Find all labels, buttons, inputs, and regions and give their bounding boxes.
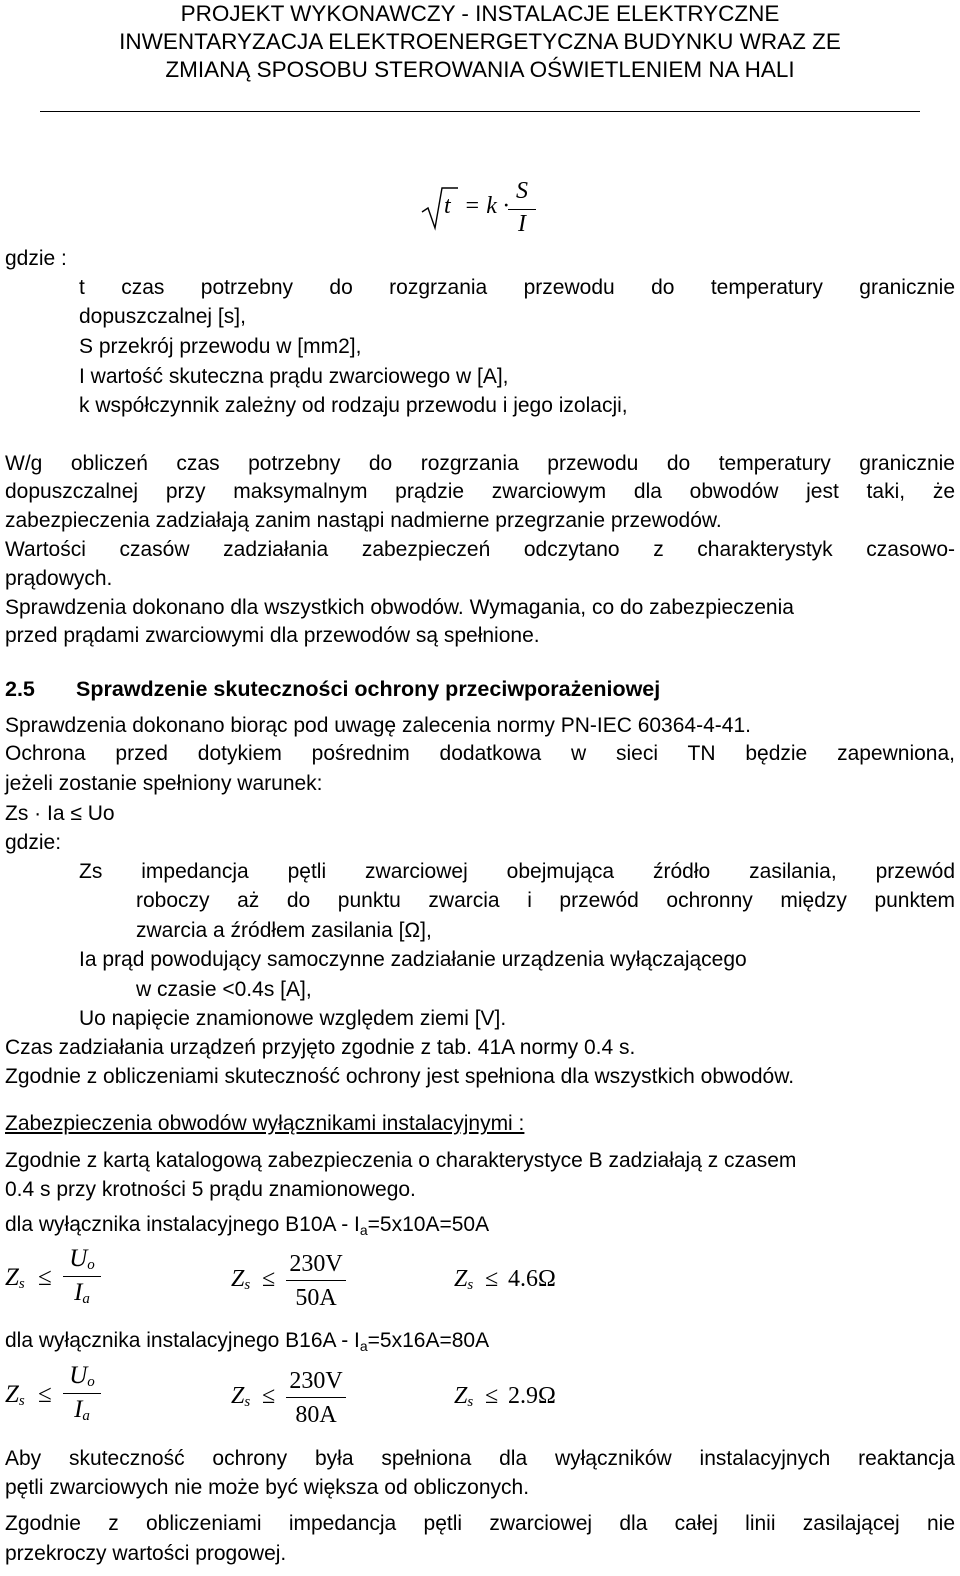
formula-lhs: t bbox=[444, 193, 451, 219]
formula-denominator: I bbox=[518, 211, 526, 237]
header-rule bbox=[40, 111, 920, 112]
def-t: t czas potrzebny do rozgrzania przewodu do temperatury granicznie bbox=[79, 276, 955, 299]
breaker1-formula bbox=[5, 1245, 960, 1320]
fraction-bar bbox=[508, 209, 536, 210]
para6-line1: Zgodnie z obliczeniami impedancja pętli zwarciowej dla całej linii zasilającej nie bbox=[5, 1512, 955, 1535]
zs-symbol: $Z_s$ bbox=[5, 1381, 25, 1409]
def-zs-cont2: zwarcia a źródłem zasilania [Ω], bbox=[136, 919, 432, 942]
def-k: k współczynnik zależny od rodzaju przewodu i jego izolacji, bbox=[79, 394, 628, 417]
fraction-bar bbox=[286, 1280, 346, 1281]
le-symbol: ≤ bbox=[262, 1383, 276, 1409]
para1-line1: W/g obliczeń czas potrzebny do rozgrzania przewodu do temperatury granicznie bbox=[5, 452, 955, 475]
section-number: 2.5 bbox=[5, 677, 35, 701]
fraction-bar bbox=[286, 1397, 346, 1398]
current-denominator: 50A bbox=[295, 1285, 337, 1311]
para1-line5: prądowych. bbox=[5, 567, 113, 590]
para2-line3: jeżeli zostanie spełniony warunek: bbox=[5, 772, 323, 795]
gdzie-label-2: gdzie: bbox=[5, 831, 62, 854]
fraction-bar bbox=[63, 1393, 101, 1394]
ia-denominator: $I_a$ bbox=[74, 1396, 90, 1424]
para5-line2: pętli zwarciowych nie może być większa od obliczonych. bbox=[5, 1476, 530, 1499]
para1-line4: Wartości czasów zadziałania zabezpieczeń odczytano z charakterystyk czasowo- bbox=[5, 538, 955, 561]
impedance-result: 2.9Ω bbox=[508, 1383, 556, 1409]
gdzie-label-1: gdzie : bbox=[5, 247, 67, 270]
def-zs: Zs impedancja pętli zwarciowej obejmująca źródło zasilania, przewód bbox=[79, 860, 955, 883]
impedance-result: 4.6Ω bbox=[508, 1266, 556, 1292]
def-i: I wartość skuteczna prądu zwarciowego w [A], bbox=[79, 365, 509, 388]
para4-line2: 0.4 s przy krotności 5 prądu znamionowego. bbox=[5, 1178, 416, 1201]
zs-symbol: $Z_s$ bbox=[231, 1383, 251, 1410]
para3-line2: Zgodnie z obliczeniami skuteczność ochrony jest spełniona dla wszystkich obwodów. bbox=[5, 1065, 795, 1088]
para6-line2: przekroczy wartości progowej. bbox=[5, 1542, 287, 1565]
breaker1-label: dla wyłącznika instalacyjnego $B10A - I_a=5x10A=50A$ bbox=[5, 1213, 490, 1238]
le-symbol: ≤ bbox=[38, 1264, 52, 1291]
ia-denominator: $I_a$ bbox=[74, 1279, 90, 1307]
def-s: S przekrój przewodu w [mm2], bbox=[79, 335, 362, 358]
fraction-bar bbox=[63, 1276, 101, 1277]
formula-numerator: S bbox=[516, 178, 528, 204]
zs-symbol: $Z_s$ bbox=[231, 1266, 251, 1293]
para5-line1: Aby skuteczność ochrony była spełniona dla wyłączników instalacyjnych reaktancja bbox=[5, 1447, 955, 1470]
breaker2-formula bbox=[5, 1362, 960, 1437]
def-uo: Uo napięcie znamionowe względem ziemi [V]. bbox=[79, 1007, 507, 1030]
para1-line3: zabezpieczenia zadziałają zanim nastąpi nadmierne przegrzanie przewodów. bbox=[5, 509, 722, 532]
zs-symbol: $Z_s$ bbox=[454, 1383, 474, 1410]
para3-line1: Czas zadziałania urządzeń przyjęto zgodnie z tab. 41A normy 0.4 s. bbox=[5, 1036, 636, 1059]
formula-eq: = k · bbox=[464, 193, 509, 219]
breakers-heading: Zabezpieczenia obwodów wyłącznikami instalacyjnymi : bbox=[5, 1112, 525, 1135]
formula-heating-time bbox=[420, 176, 550, 246]
current-denominator: 80A bbox=[295, 1402, 337, 1428]
zs-symbol: $Z_s$ bbox=[5, 1264, 25, 1292]
para1-line6: Sprawdzenia dokonano dla wszystkich obwodów. Wymagania, co do zabezpieczenia bbox=[5, 596, 794, 619]
breaker2-label: dla wyłącznika instalacyjnego $B16A - I_a=5x16A=80A$ bbox=[5, 1329, 490, 1354]
zs-symbol: $Z_s$ bbox=[454, 1266, 474, 1293]
def-ia: Ia prąd powodujący samoczynne zadziałanie urządzenia wyłączającego bbox=[79, 948, 747, 971]
para2-line2: Ochrona przed dotykiem pośrednim dodatkowa w sieci TN będzie zapewniona, bbox=[5, 742, 955, 765]
le-symbol: ≤ bbox=[262, 1266, 276, 1292]
uo-numerator: $U_o$ bbox=[69, 1245, 95, 1273]
para2-line1: Sprawdzenia dokonano biorąc pod uwagę zalecenia normy PN-IEC 60364-4-41. bbox=[5, 714, 751, 737]
def-t-cont: dopuszczalnej [s], bbox=[79, 305, 246, 328]
def-zs-cont1: roboczy aż do punktu zwarcia i przewód ochronny między punktem bbox=[136, 889, 955, 912]
voltage-numerator: 230V bbox=[289, 1251, 343, 1277]
def-ia-cont: w czasie <0.4s [A], bbox=[136, 978, 312, 1001]
le-symbol: ≤ bbox=[485, 1383, 499, 1409]
header-line-3: ZMIANĄ SPOSOBU STEROWANIA OŚWIETLENIEM NA HALI bbox=[165, 57, 795, 82]
para1-line7: przed prądami zwarciowymi dla przewodów są spełnione. bbox=[5, 624, 540, 647]
voltage-numerator: 230V bbox=[289, 1368, 343, 1394]
para4-line1: Zgodnie z kartą katalogową zabezpieczenia o charakterystyce B zadziałają z czasem bbox=[5, 1149, 797, 1172]
header-line-1: PROJEKT WYKONAWCZY - INSTALACJE ELEKTRYCZNE bbox=[180, 1, 780, 26]
protection-condition: Zs · Ia ≤ Uo bbox=[5, 802, 115, 825]
uo-numerator: $U_o$ bbox=[69, 1362, 95, 1390]
le-symbol: ≤ bbox=[38, 1381, 52, 1408]
header-line-2: INWENTARYZACJA ELEKTROENERGETYCZNA BUDYNKU WRAZ ZE bbox=[119, 29, 841, 54]
section-title: Sprawdzenie skuteczności ochrony przeciwporażeniowej bbox=[76, 677, 661, 701]
para1-line2: dopuszczalnej przy maksymalnym prądzie zwarciowym dla obwodów jest taki, że bbox=[5, 480, 955, 503]
le-symbol: ≤ bbox=[485, 1266, 499, 1292]
sqrt-sign-icon bbox=[420, 184, 460, 234]
